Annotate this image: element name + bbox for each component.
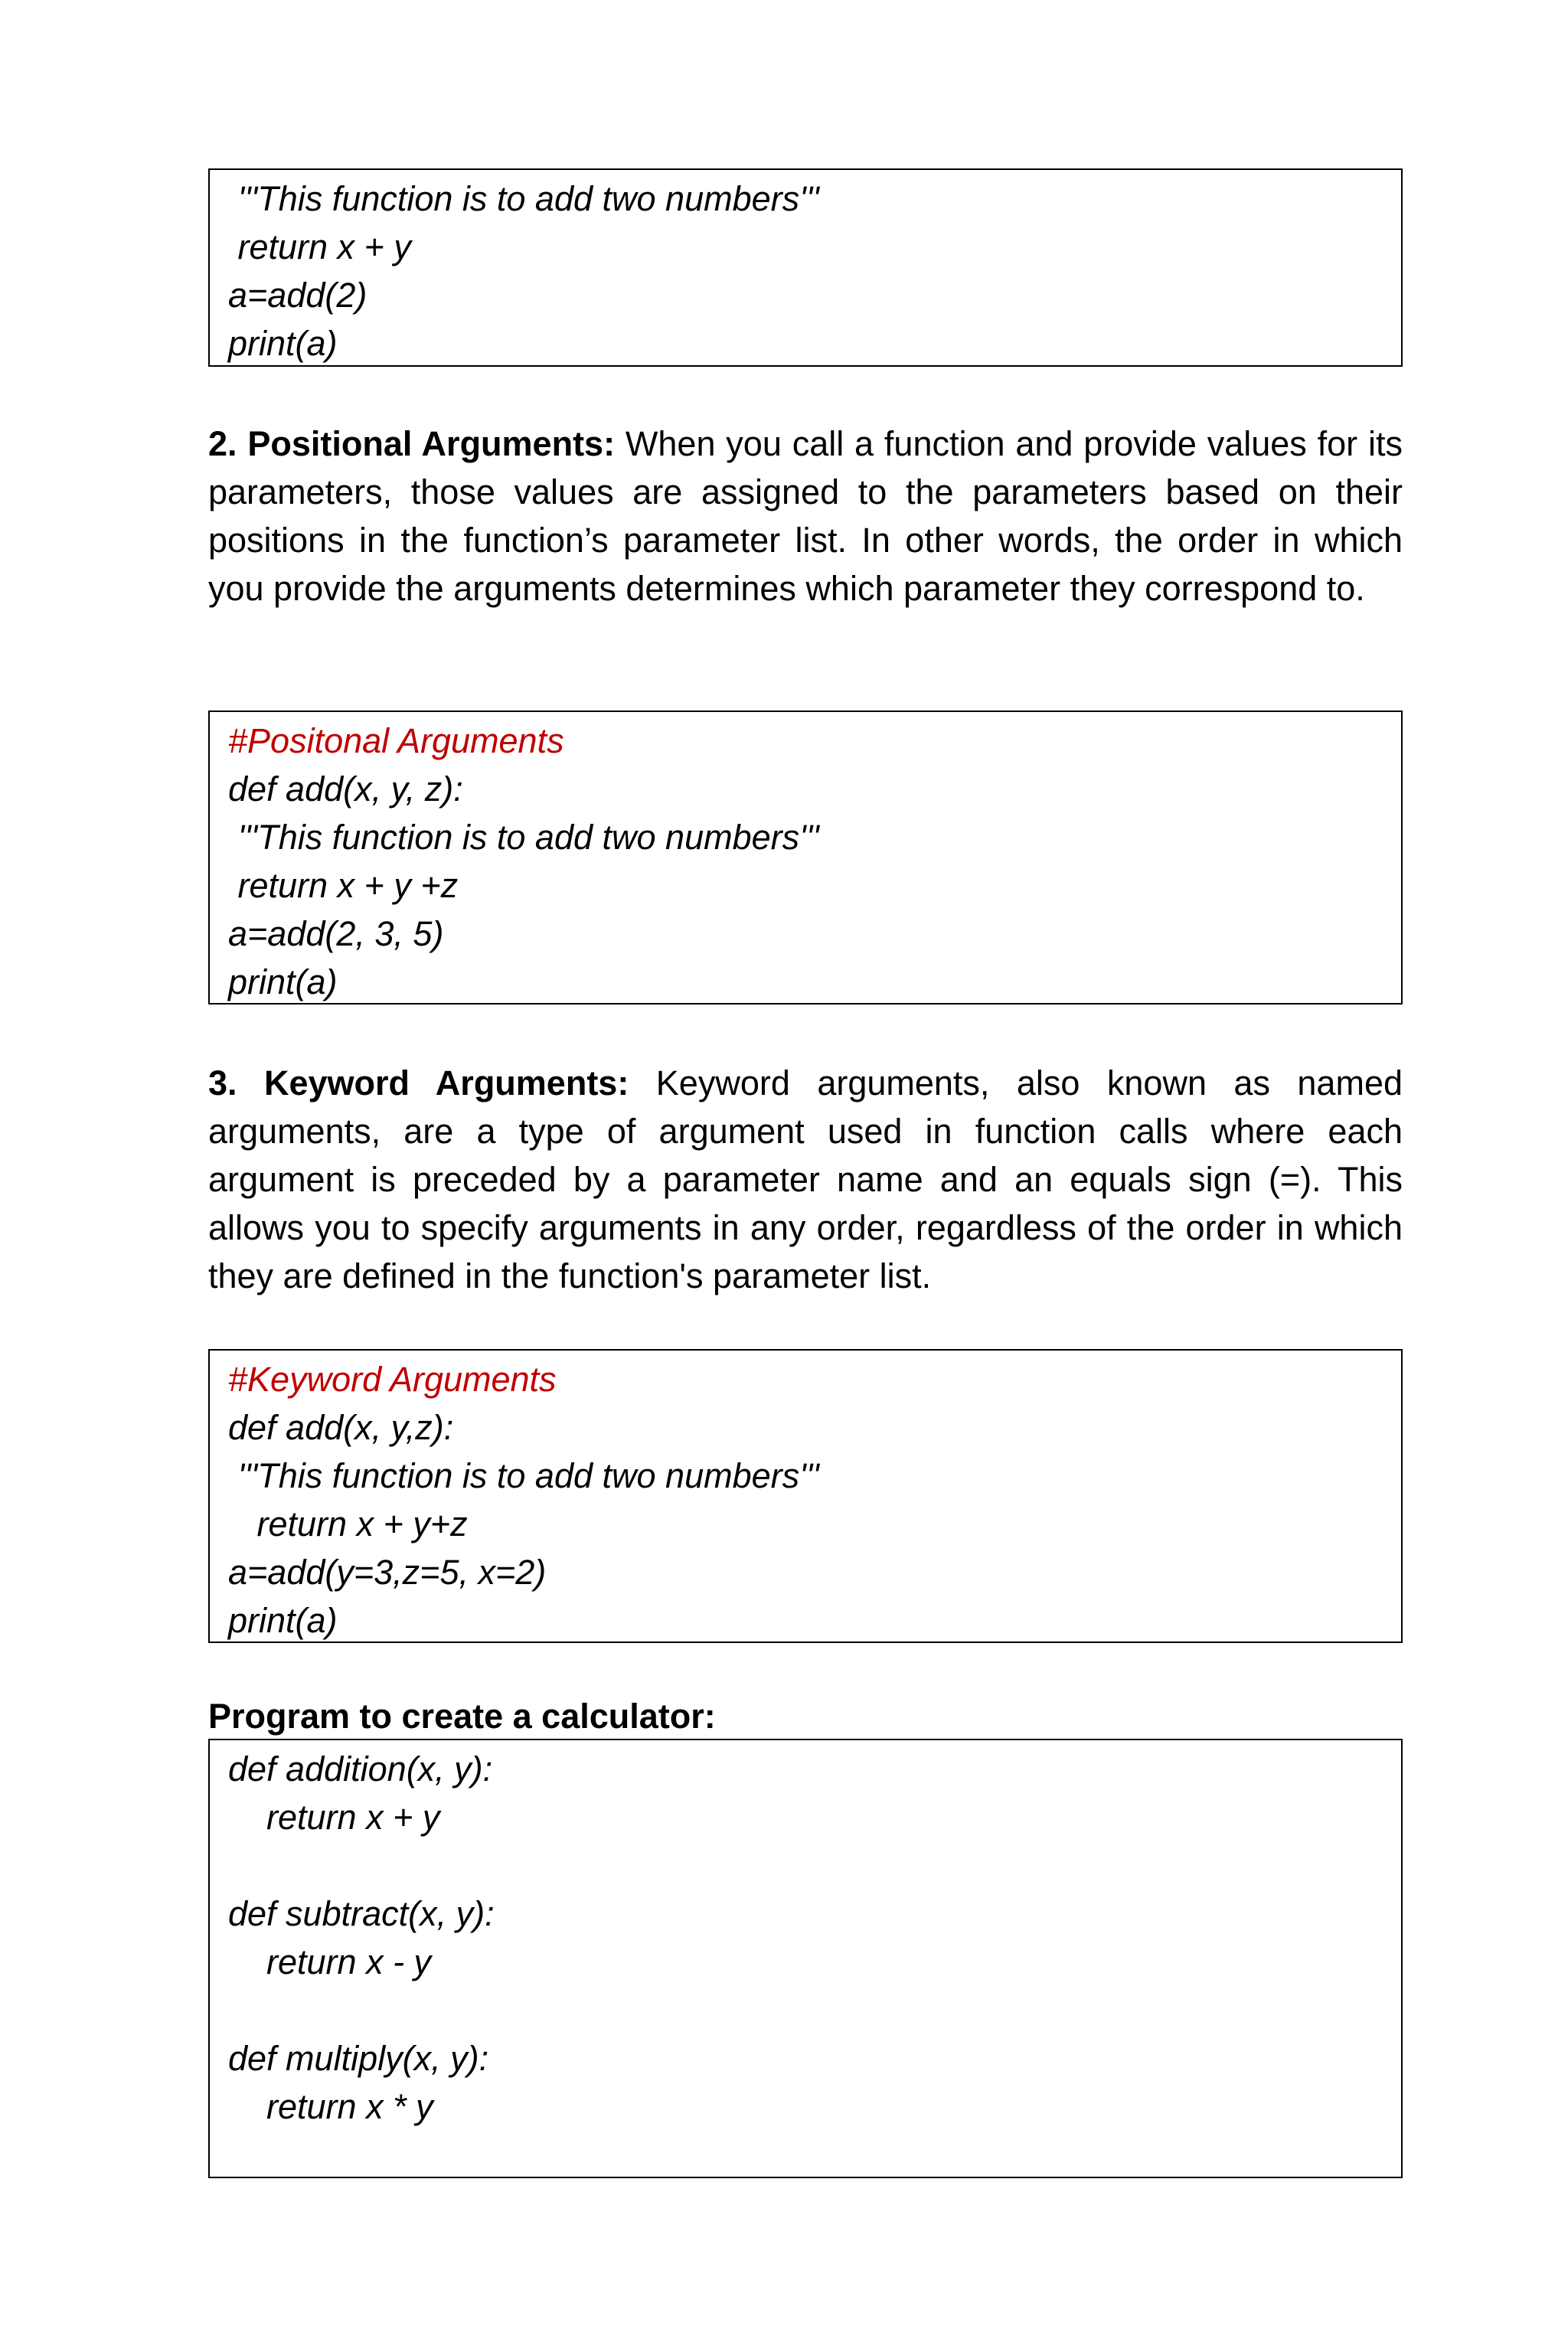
code-line: return x + y — [228, 227, 411, 266]
code-line: return x + y+z — [228, 1504, 468, 1544]
code-block-positional — [208, 710, 1403, 1004]
positional-arguments-body: When you call a function and provide values for its parameters, those values are assigned to the parameters based on their positions in the function’s parameter list. In other words, the order in which you provide the arguments determines which parameter they correspond to. — [208, 424, 1403, 608]
code-line: a=add(2, 3, 5) — [228, 914, 444, 953]
code-line: def addition(x, y): — [228, 1749, 493, 1788]
code-line: def multiply(x, y): — [228, 2039, 489, 2078]
code-line — [228, 1986, 1383, 2034]
code-block-keyword — [208, 1349, 1403, 1643]
positional-arguments-heading: 2. Positional Arguments: — [208, 424, 616, 463]
calculator-heading: Program to create a calculator: — [208, 1697, 716, 1736]
code-line: print(a) — [228, 324, 338, 363]
code-line: '''This function is to add two numbers''' — [228, 1456, 819, 1495]
code-line: a=add(y=3,z=5, x=2) — [228, 1553, 547, 1592]
keyword-arguments-heading: 3. Keyword Arguments: — [208, 1063, 629, 1102]
code-line — [228, 1841, 1383, 1890]
code-comment: #Positonal Arguments — [228, 721, 564, 760]
code-line: a=add(2) — [228, 276, 368, 315]
code-comment: #Keyword Arguments — [228, 1360, 557, 1399]
code-block-add-default — [208, 168, 1403, 367]
code-line: print(a) — [228, 962, 338, 1001]
code-line: return x * y — [228, 2087, 433, 2126]
code-line: return x + y +z — [228, 866, 459, 905]
code-line: print(a) — [228, 1601, 338, 1640]
code-block-calculator — [208, 1739, 1403, 2178]
code-line: return x - y — [228, 1942, 432, 1981]
code-line: def add(x, y,z): — [228, 1408, 454, 1447]
positional-arguments-paragraph — [208, 420, 1403, 612]
code-line: return x + y — [228, 1798, 440, 1837]
code-line — [228, 2131, 1383, 2179]
code-line: def subtract(x, y): — [228, 1894, 495, 1933]
code-line: '''This function is to add two numbers''' — [228, 818, 819, 857]
code-line: def add(x, y, z): — [228, 769, 463, 808]
code-line: '''This function is to add two numbers''' — [228, 179, 819, 218]
keyword-arguments-paragraph — [208, 1059, 1403, 1300]
keyword-arguments-body: Keyword arguments, also known as named arguments, are a type of argument used in function calls where each argument is preceded by a parameter name and an equals sign (=). This allows you to specify arguments in any order, regardless of the order in which they are defined in the function's parameter list. — [208, 1063, 1403, 1295]
